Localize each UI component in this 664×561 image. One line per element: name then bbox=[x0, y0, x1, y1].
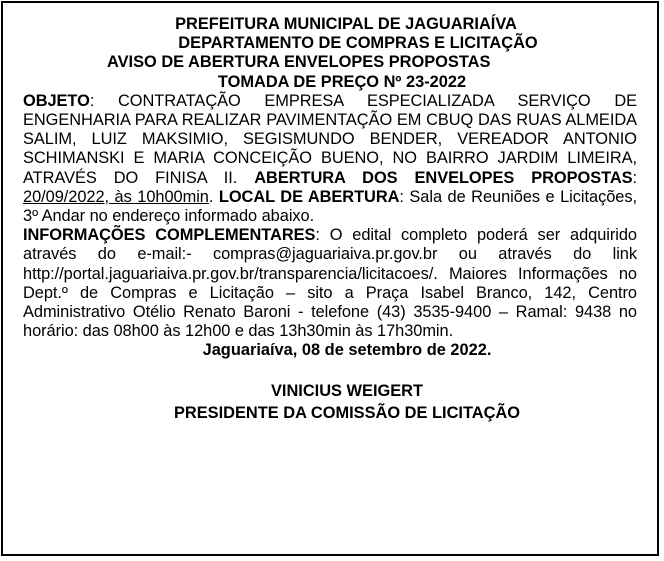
objeto-label: OBJETO bbox=[23, 91, 90, 110]
header-process-number: TOMADA DE PREÇO Nº 23-2022 bbox=[217, 72, 467, 91]
notice-box bbox=[1, 1, 659, 556]
signature-block bbox=[23, 380, 637, 424]
info-paragraph bbox=[23, 226, 637, 341]
local-text: : Sala de Reuniões e Licitações, 3º Andar no endereço informado abaixo. bbox=[23, 187, 637, 226]
objeto-paragraph bbox=[23, 92, 637, 226]
abertura-separator: : bbox=[632, 168, 638, 187]
header-notice-title: AVISO DE ABERTURA ENVELOPES PROPOSTAS bbox=[107, 53, 491, 72]
objeto-text: : CONTRATAÇÃO EMPRESA ESPECIALIZADA SERVIÇO DE ENGENHARIA PARA REALIZAR PAVIMENTAÇÃO EM CBUQ DAS RUAS ALMEIDA SALIM, LUIZ MAKSIMIO, SEGISMUNDO BENDER, VEREADOR ANTONIO SCHIMANSKI E MARIA CONCEIÇÃO BUENO, NO BAIRRO JARDIM LIMEIRA, ATRAVÉS DO FINISA II. bbox=[23, 91, 637, 187]
info-text: : O edital completo poderá ser adquirido através do e-mail:- compras@jaguariaiva.pr.gov.br ou através do link http://portal.jaguariaiva.pr.gov.br/transparencia/licitacoes/. Maiores Informações no Dept.º de Compras e Licitação – sito a Praça Isabel Branco, 142, Centro Administrativo Otélio Renato Baroni - telefone (43) 3535-9400 – Ramal: 9438 no horário: das 08h00 às 12h00 e das 13h30min às 17h30min. bbox=[23, 226, 638, 341]
info-label: INFORMAÇÕES COMPLEMENTARES bbox=[23, 226, 316, 245]
date-line: Jaguariaíva, 08 de setembro de 2022. bbox=[202, 341, 492, 360]
abertura-end: . bbox=[208, 187, 219, 206]
signature-role: PRESIDENTE DA COMISSÃO DE LICITAÇÃO bbox=[173, 403, 521, 422]
abertura-datetime: 20/09/2022, às 10h00min bbox=[23, 187, 209, 206]
header-department: DEPARTAMENTO DE COMPRAS E LICITAÇÃO bbox=[178, 34, 538, 53]
signature-name: VINICIUS WEIGERT bbox=[270, 381, 424, 400]
abertura-label: ABERTURA DOS ENVELOPES PROPOSTAS bbox=[254, 168, 633, 187]
local-label: LOCAL DE ABERTURA bbox=[218, 187, 400, 206]
header-municipality: PREFEITURA MUNICIPAL DE JAGUARIAÍVA bbox=[175, 15, 517, 33]
